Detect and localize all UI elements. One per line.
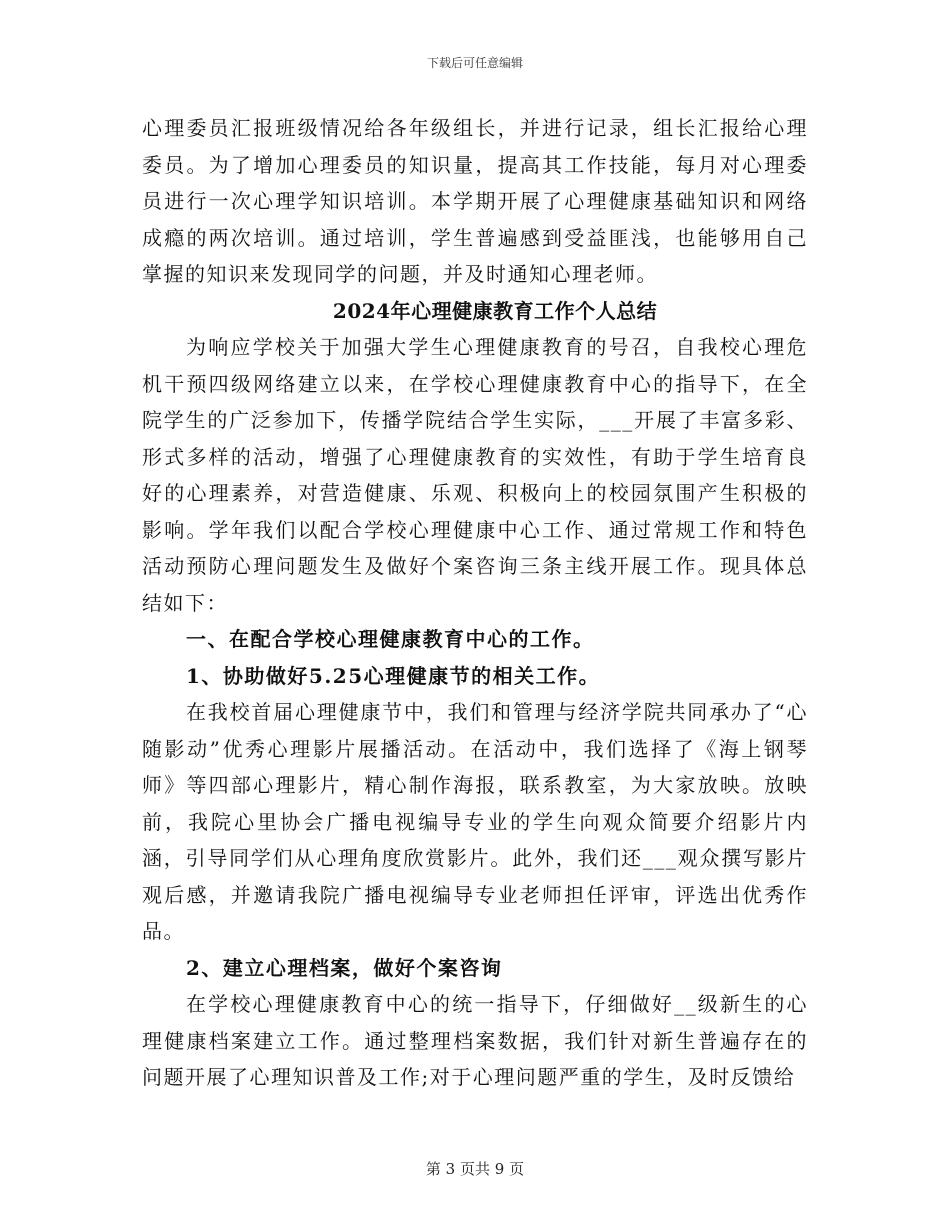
document-title: 2024年心理健康教育工作个人总结 xyxy=(332,298,658,323)
document-body xyxy=(142,110,808,1096)
paragraph-intro: 为响应学校关于加强大学生心理健康教育的号召，自我校心理危机干预四级网络建立以来，在学校心理健康教育中心的指导下，在全院学生的广泛参加下，传播学院结合学生实际，___开展了丰富多彩、形式多样的活动，增强了心理健康教育的实效性，有助于学生培育良好的心理素养，对营造健康、乐观、积极向上的校园氛围产生积极的影响。学年我们以配合学校心理健康中心工作、通过常规工作和特色活动预防心理问题发生及做好个案咨询三条主线开展工作。现具体总结如下： xyxy=(142,335,808,615)
paragraph-continued: 心理委员汇报班级情况给各年级组长，并进行记录，组长汇报给心理委员。为了增加心理委员的知识量，提高其工作技能，每月对心理委员进行一次心理学知识培训。本学期开展了心理健康基础知识和网络成瘾的两次培训。通过培训，学生普遍感到受益匪浅，也能够用自己掌握的知识来发现同学的问题，并及时通知心理老师。 xyxy=(142,116,808,286)
item-heading-1: 1、协助做好5.25心理健康节的相关工作。 xyxy=(186,663,601,688)
section-heading-1: 一、在配合学校心理健康教育中心的工作。 xyxy=(186,627,595,651)
item-heading-2: 2、建立心理档案，做好个案咨询 xyxy=(186,955,503,980)
paragraph-item-1: 在我校首届心理健康节中，我们和管理与经济学院共同承办了“心随影动”优秀心理影片展播活动。在活动中，我们选择了《海上钢琴师》等四部心理影片，精心制作海报，联系教室，为大家放映。放映前，我院心里协会广播电视编导专业的学生向观众简要介绍影片内涵，引导同学们从心理角度欣赏影片。此外，我们还___观众撰写影片观后感，并邀请我院广播电视编导专业老师担任评审，评选出优秀作品。 xyxy=(142,700,808,943)
header-note: 下载后可任意编辑 xyxy=(426,56,523,70)
paragraph-item-2: 在学校心理健康教育中心的统一指导下，仔细做好__级新生的心理健康档案建立工作。通过整理档案数据，我们针对新生普遍存在的问题开展了心理知识普及工作;对于心理问题严重的学生，及时反馈给 xyxy=(142,992,808,1089)
page-number: 第 3 页共 9 页 xyxy=(425,1160,525,1178)
